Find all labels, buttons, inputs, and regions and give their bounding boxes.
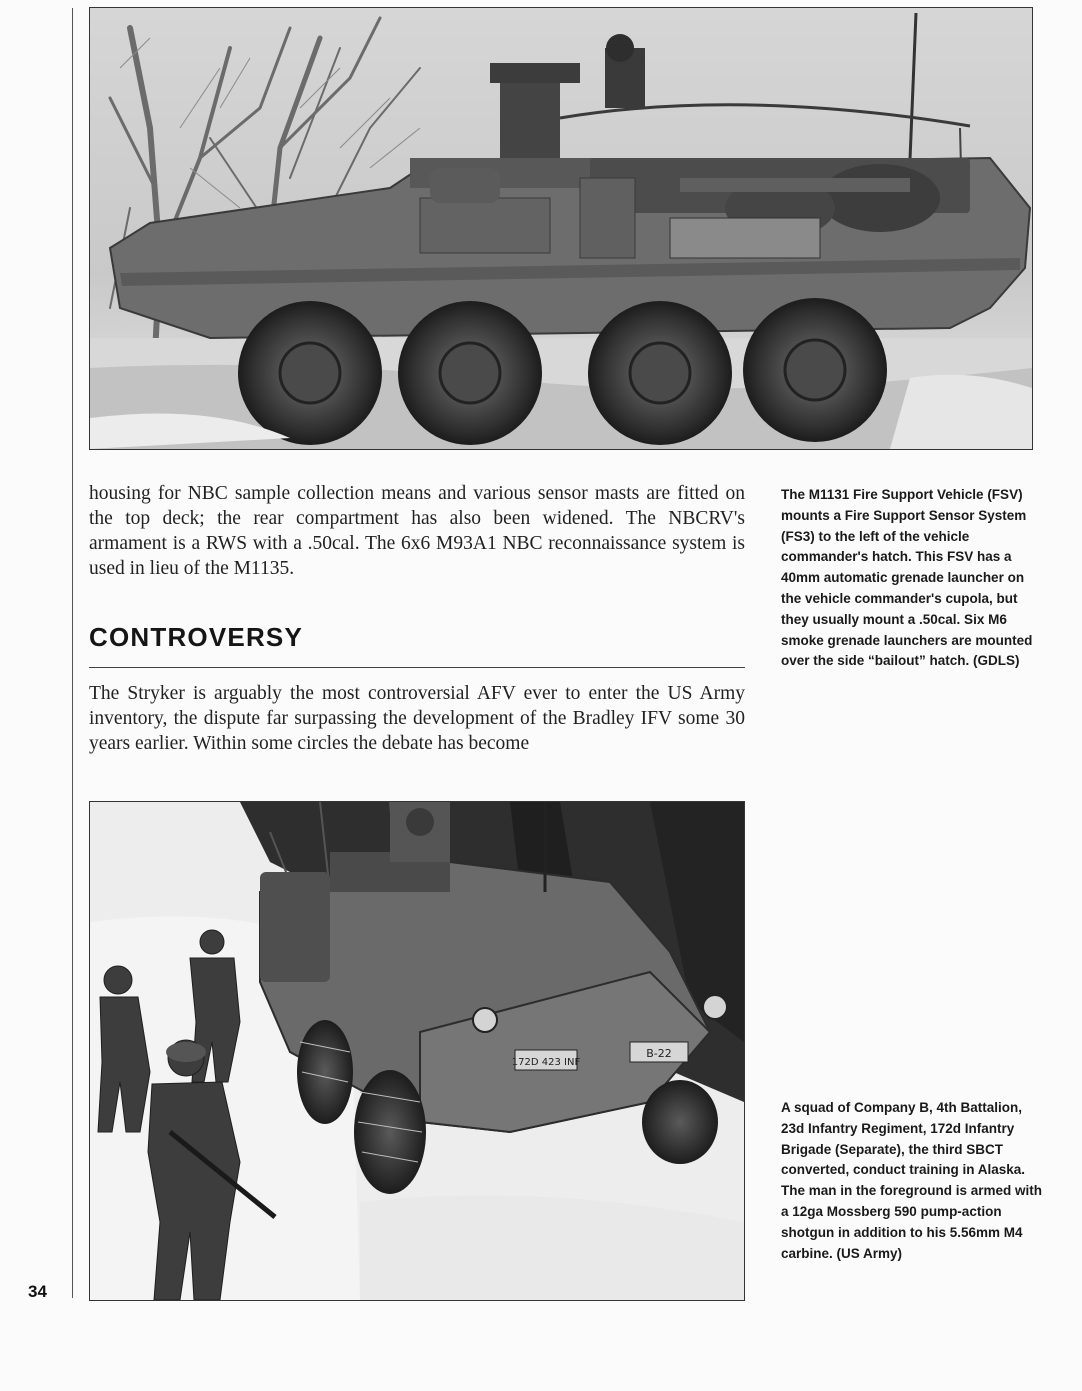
vehicle-plate-number: 172D 423 INF <box>511 1057 581 1068</box>
heading-rule <box>89 667 745 668</box>
page-number: 34 <box>28 1282 47 1301</box>
photo-squad-training-alaska <box>89 801 745 1301</box>
photo-stryker-fsv-illustration <box>90 8 1032 449</box>
photo-squad-illustration <box>90 802 744 1300</box>
photo-stryker-fsv-side-view <box>89 7 1033 450</box>
caption-top-photo: The M1131 Fire Support Vehicle (FSV) mounts a Fire Support Sensor System (FS3) to the left of the vehicle commander's hatch. This FSV has a 40mm automatic grenade launcher on the vehicle commander's cupola, but they usually mount a .50cal. Six M6 smoke grenade launchers are mounted over the side “bailout” hatch. (GDLS) <box>781 487 1033 669</box>
section-heading: CONTROVERSY <box>89 622 304 652</box>
caption-bottom-photo: A squad of Company B, 4th Battalion, 23d Infantry Regiment, 172d Infantry Brigade (Separate), the third SBCT converted, conduct training in Alaska. The man in the foreground is armed with a 12ga Mossberg 590 pump-action shotgun in addition to his 5.56mm M4 carbine. (US Army) <box>781 1100 1043 1261</box>
body-paragraph-nbcrv: housing for NBC sample collection means and various sensor masts are fitted on the top deck; the rear compartment has also been widened. The NBCRV's armament is a RWS with a .50cal. The 6x6 M93A1 NBC reconnaissance system is used in lieu of the M1135. <box>89 483 745 579</box>
margin-rule <box>72 8 73 1298</box>
vehicle-bumper-code: B-22 <box>646 1047 672 1060</box>
body-paragraph-controversy: The Stryker is arguably the most controversial AFV ever to enter the US Army inventory, the dispute far surpassing the development of the Bradley IFV some 30 years earlier. Within some circles the debate has become <box>89 683 745 754</box>
